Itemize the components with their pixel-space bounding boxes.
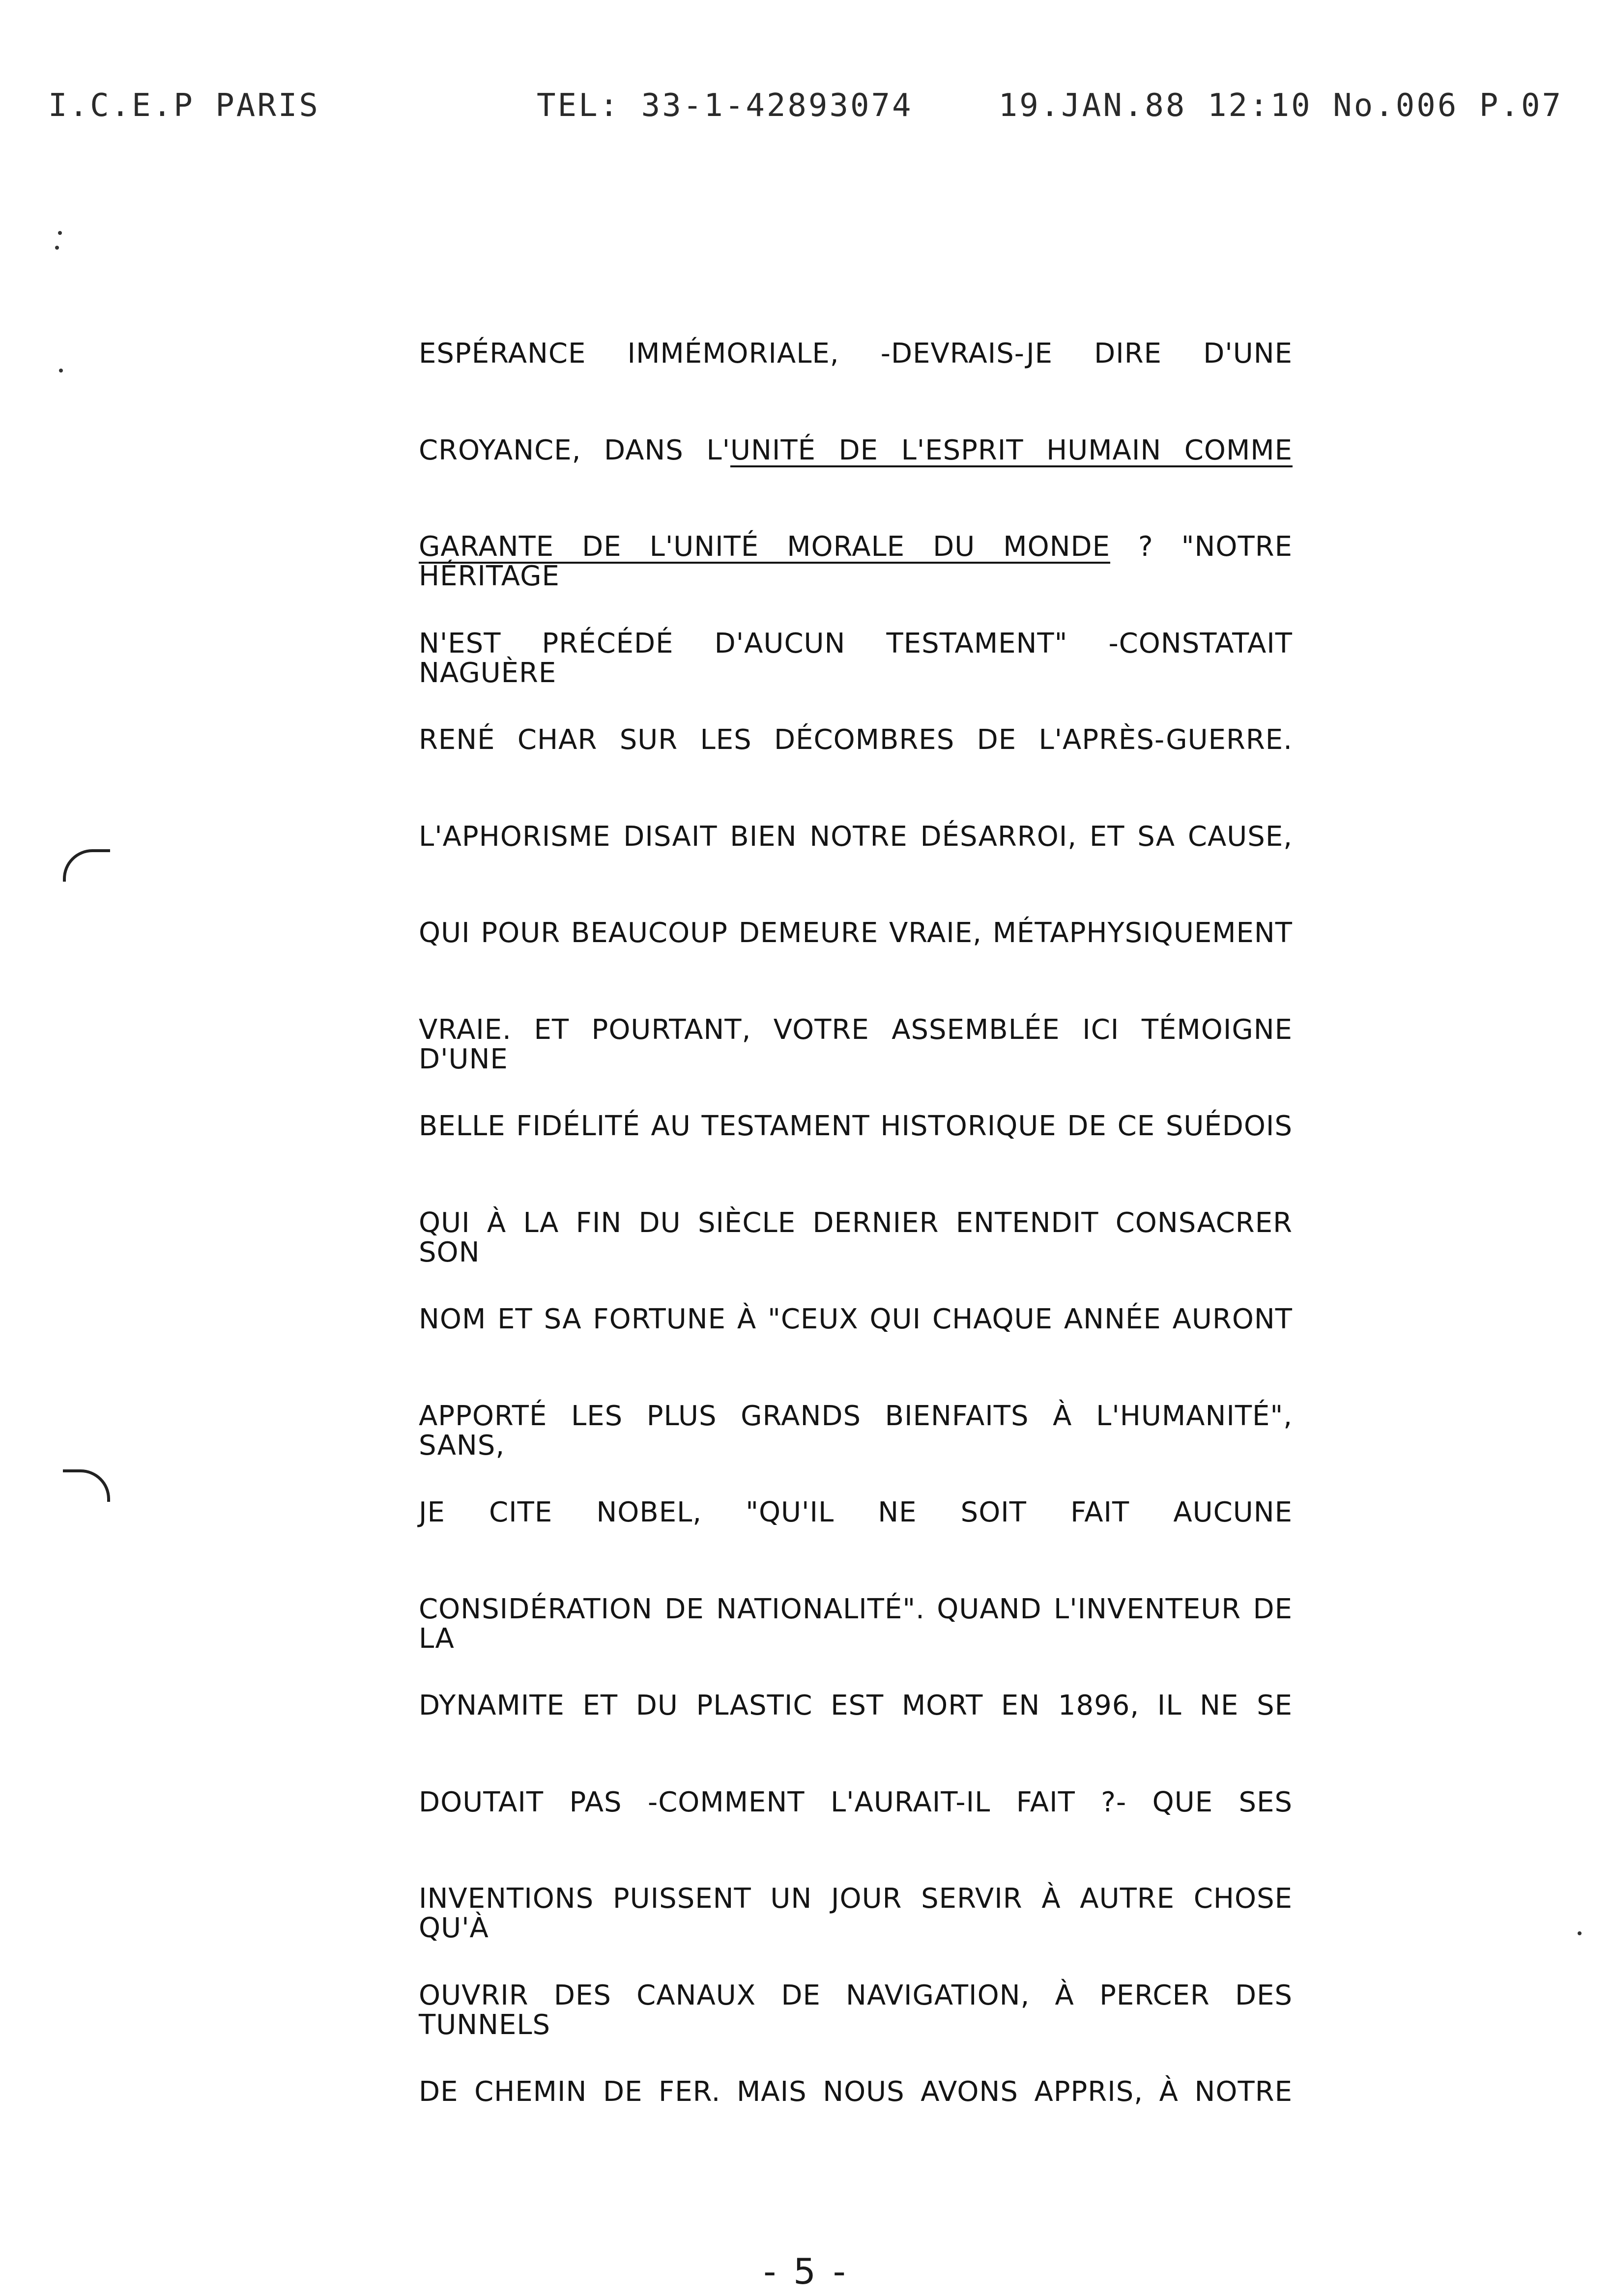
text-line: BELLE FIDÉLITÉ AU TESTAMENT HISTORIQUE DE CE SUÉDOIS (419, 1110, 1293, 1142)
scan-mark-arc (63, 1469, 110, 1502)
letter-body (419, 339, 1293, 2174)
fax-header-telephone: TEL: 33-1-42893074 (537, 87, 913, 124)
text-line: DOUTAIT PAS -COMMENT L'AURAIT-IL FAIT ?- QUE SES (419, 1786, 1293, 1818)
fax-header-sender: I.C.E.P PARIS (48, 87, 320, 124)
text-line: JE CITE NOBEL, "QU'IL NE SOIT FAIT AUCUNE (419, 1496, 1293, 1528)
scan-mark-arc (63, 849, 110, 882)
underlined-phrase: GARANTE DE L'UNITÉ MORALE DU MONDE (419, 531, 1111, 563)
text-line: GARANTE DE L'UNITÉ MORALE DU MONDE ? "NOTRE HÉRITAGE (419, 531, 1293, 592)
text-line: QUI À LA FIN DU SIÈCLE DERNIER ENTENDIT CONSACRER SON (419, 1206, 1293, 1268)
text-line: DYNAMITE ET DU PLASTIC EST MORT EN 1896, IL NE SE (419, 1690, 1293, 1722)
scan-speck (55, 246, 59, 250)
text-line: RENÉ CHAR SUR LES DÉCOMBRES DE L'APRÈS-GUERRE. (419, 724, 1293, 756)
scan-speck (58, 231, 62, 235)
text-line: INVENTIONS PUISSENT UN JOUR SERVIR À AUTRE CHOSE QU'À (419, 1883, 1293, 1944)
text-line: DE CHEMIN DE FER. MAIS NOUS AVONS APPRIS, À NOTRE (419, 2076, 1293, 2108)
text-line: CROYANCE, DANS L'UNITÉ DE L'ESPRIT HUMAIN COMME (419, 434, 1293, 466)
text-line: CONSIDÉRATION DE NATIONALITÉ". QUAND L'INVENTEUR DE LA (419, 1593, 1293, 1655)
fax-header-date-reference: 19.JAN.88 12:10 No.006 P.07 (998, 87, 1563, 124)
text-line: ESPÉRANCE IMMÉMORIALE, -DEVRAIS-JE DIRE D'UNE (419, 338, 1293, 370)
scan-speck (1578, 1931, 1582, 1935)
underlined-phrase: UNITÉ DE L'ESPRIT HUMAIN COMME (730, 434, 1293, 466)
text-line: NOM ET SA FORTUNE À "CEUX QUI CHAQUE ANNÉE AURONT (419, 1303, 1293, 1335)
page-number: - 5 - (763, 2251, 849, 2292)
text-line: VRAIE. ET POURTANT, VOTRE ASSEMBLÉE ICI TÉMOIGNE D'UNE (419, 1013, 1293, 1075)
scan-speck (59, 369, 63, 373)
text-line: L'APHORISME DISAIT BIEN NOTRE DÉSARROI, ET SA CAUSE, (419, 820, 1293, 853)
text-line: QUI POUR BEAUCOUP DEMEURE VRAIE, MÉTAPHYSIQUEMENT (419, 917, 1293, 949)
text-line: OUVRIR DES CANAUX DE NAVIGATION, À PERCER DES TUNNELS (419, 1979, 1293, 2041)
text-line: N'EST PRÉCÉDÉ D'AUCUN TESTAMENT" -CONSTATAIT NAGUÈRE (419, 627, 1293, 689)
text-line: APPORTÉ LES PLUS GRANDS BIENFAITS À L'HUMANITÉ", SANS, (419, 1400, 1293, 1462)
